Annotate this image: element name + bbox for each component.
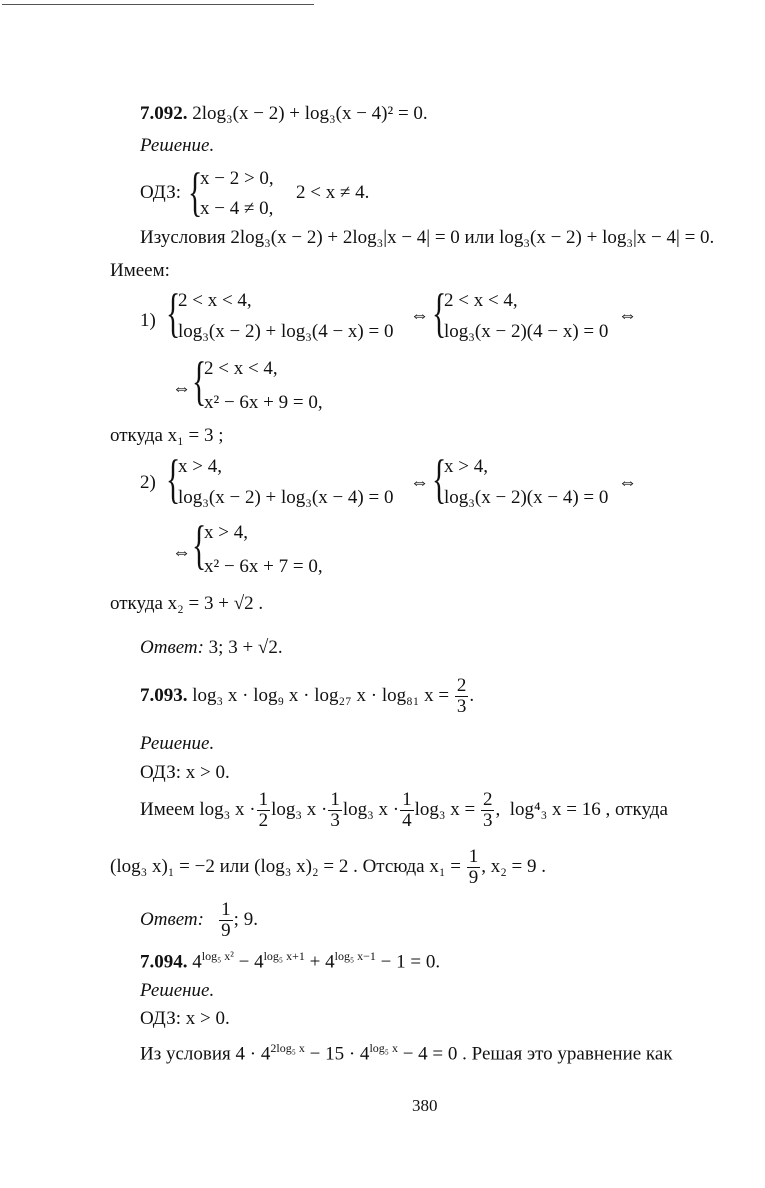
system-row: 2 < x < 4, xyxy=(444,290,518,311)
log-term: log₃ x · xyxy=(271,798,328,820)
system-brace: { xyxy=(166,283,181,343)
equivalence-sign: ⇔ xyxy=(618,305,637,326)
system-brace: { xyxy=(192,351,207,411)
problem-number: 7.092. xyxy=(140,103,188,124)
solution-heading: Решение. xyxy=(140,135,215,156)
exponent: 2log₅ x xyxy=(270,1041,305,1055)
system-brace: { xyxy=(188,162,203,222)
answer-label: Ответ: xyxy=(140,908,204,930)
problem-7-092-statement xyxy=(140,103,428,125)
exponent: log₅ x−1 xyxy=(334,949,376,963)
system-row: log₃(x − 2) + log₃(4 − x) = 0 xyxy=(178,321,394,342)
imeem-word: Имеем xyxy=(140,798,195,820)
exponent: log₅ x xyxy=(369,1041,398,1055)
system-row: x > 4, xyxy=(204,522,248,543)
equivalence-sign: ⇔ xyxy=(410,472,429,493)
odz-line: ОДЗ: x > 0. xyxy=(140,762,230,783)
period: . xyxy=(469,684,475,706)
system-brace: { xyxy=(432,449,447,509)
exponent: log₅ x+1 xyxy=(263,949,305,963)
derivation-line xyxy=(140,790,668,831)
log-term: log₃ x = xyxy=(414,798,476,820)
equation: 2log₃(x − 2) + log₃(x − 4)² = 0. xyxy=(192,103,428,124)
odz-result: 2 < x ≠ 4. xyxy=(296,182,370,203)
term: + 4 xyxy=(304,951,335,973)
page-number: 380 xyxy=(412,1096,438,1115)
fraction: $\frac{2}{3}$ xyxy=(456,675,467,717)
imeem-label: Имеем: xyxy=(110,260,170,281)
problem-number: 7.094. xyxy=(140,951,188,973)
log-term: log₃ x · xyxy=(199,798,256,820)
fraction: $\frac{2}{3}$ xyxy=(482,789,493,831)
answer-label: Ответ: xyxy=(140,637,204,658)
exponent: log₅ x² xyxy=(201,949,234,963)
fraction: $\frac{1}{2}$ xyxy=(258,789,269,831)
roots-text: (log₃ x)₁ = −2 или (log₃ x)₂ = 2 . Отсюда x₁ = xyxy=(110,855,461,877)
root-line: откуда x₂ = 3 + √2 . xyxy=(110,593,264,614)
system-row: 2 < x < 4, xyxy=(204,358,278,379)
problem-number: 7.093. xyxy=(140,684,188,706)
term: − 15 · 4 xyxy=(304,1043,370,1065)
case-label: 2) xyxy=(140,472,156,493)
system-row: x² − 6x + 7 = 0, xyxy=(204,556,323,577)
top-rule xyxy=(2,4,314,5)
equivalence-sign: ⇔ xyxy=(410,305,429,326)
term: − 4 xyxy=(233,951,264,973)
odz-row: x − 4 ≠ 0, xyxy=(200,198,274,219)
odz-line: ОДЗ: x > 0. xyxy=(140,1008,230,1029)
system-row: x > 4, xyxy=(444,456,488,477)
system-row: x > 4, xyxy=(178,456,222,477)
case-label: 1) xyxy=(140,310,156,331)
fraction: $\frac{1}{9}$ xyxy=(468,846,479,888)
answer-line xyxy=(140,637,283,659)
term: − 1 = 0. xyxy=(375,951,441,973)
equivalence-sign: ⇔ xyxy=(172,378,191,399)
fraction: $\frac{1}{4}$ xyxy=(402,789,412,831)
log-term: log₃ x · xyxy=(342,798,400,820)
system-row: log₃(x − 2)(4 − x) = 0 xyxy=(444,321,609,342)
equivalence-sign: ⇔ xyxy=(172,542,191,563)
roots-line xyxy=(110,847,546,888)
condition-line xyxy=(140,1042,673,1065)
equation: log₃ x · log₉ x · log₂₇ x · log₈₁ x = xyxy=(192,684,450,706)
system-brace: { xyxy=(432,283,447,343)
roots-end: , x₂ = 9 . xyxy=(481,855,547,877)
odz-label: ОДЗ: xyxy=(140,182,182,203)
problem-7-094-statement xyxy=(140,950,440,973)
system-row: x² − 6x + 9 = 0, xyxy=(204,392,323,413)
fraction: $\frac{1}{3}$ xyxy=(330,789,340,831)
answer-value: 3; 3 + √2. xyxy=(208,637,283,658)
odz-row: x − 2 > 0, xyxy=(200,168,274,189)
system-row: 2 < x < 4, xyxy=(178,290,252,311)
system-row: log₃(x − 2) + log₃(x − 4) = 0 xyxy=(178,487,394,508)
term: − 4 = 0 . Решая это уравнение как xyxy=(397,1043,673,1065)
root-line: откуда x₁ = 3 ; xyxy=(110,425,224,446)
system-row: log₃(x − 2)(x − 4) = 0 xyxy=(444,487,609,508)
equivalence-sign: ⇔ xyxy=(618,472,637,493)
fraction: $\frac{1}{9}$ xyxy=(221,899,231,941)
term: 4 xyxy=(192,951,202,973)
comma: , xyxy=(495,798,501,820)
solution-heading: Решение. xyxy=(140,733,215,754)
answer-line xyxy=(140,900,258,941)
condition-line: Изусловия 2log₃(x − 2) + 2log₃|x − 4| = 0 или log₃(x − 2) + log₃|x − 4| = 0. xyxy=(140,227,715,248)
answer-value: ; 9. xyxy=(233,908,258,930)
term: Из условия 4 · 4 xyxy=(140,1043,271,1065)
solution-heading: Решение. xyxy=(140,980,215,1001)
system-brace: { xyxy=(166,449,181,509)
problem-7-093-statement xyxy=(140,676,474,717)
fourth-power-result: log⁴₃ x = 16 , откуда xyxy=(509,798,668,820)
system-brace: { xyxy=(192,515,207,575)
